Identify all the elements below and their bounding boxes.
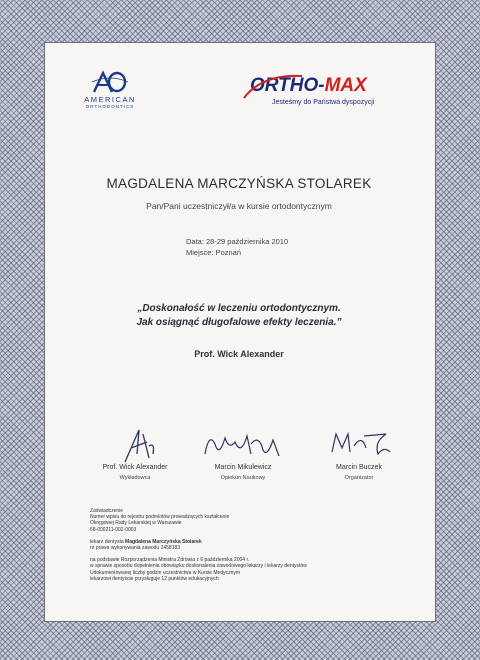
handwritten-signature <box>193 424 293 464</box>
course-title <box>44 302 434 330</box>
signatory-role: Wykładowca <box>119 475 151 481</box>
fine-line: Zaświadczenie <box>90 508 124 514</box>
ao-subtitle: ORTHODONTICS <box>85 104 135 109</box>
signature-block-lecturer <box>80 424 190 481</box>
ao-logo-icon <box>90 70 130 94</box>
signatory-name: Marcin Mikulewicz <box>214 464 272 471</box>
signatory-name: Prof. Wick Alexander <box>102 464 168 471</box>
participation-text: Pan/Pani uczestniczył/a w kursie ortodontycznym <box>146 201 332 211</box>
fine-recipient: Magdalena Marczyńska Stolarek <box>125 538 202 545</box>
fine-line: nr prawa wykonywania zawodu 2458183 <box>90 545 181 552</box>
ortho-max-logo <box>250 76 410 106</box>
fine-line: w sprawie sposobu dopełnienia obowiązku doskonalenia zawodowego lekarzy i lekarzy dentystów <box>90 563 307 570</box>
handwritten-signature <box>314 424 404 464</box>
ortho-text: ORTHO- <box>250 75 325 96</box>
fine-line: Udokumentowanej liczby godzin uczestnictwa w Kursie Medycznym <box>90 569 241 576</box>
signature-block-organizer <box>304 424 414 481</box>
signature-block-supervisor <box>188 424 298 481</box>
lecturer-name: Prof. Wick Alexander <box>194 349 284 359</box>
course-place: Miejsce: Poznań <box>186 248 242 257</box>
swoosh-icon <box>242 72 412 102</box>
fine-line: lekarzowi dentyście przysługuje 12 punktów edukacyjnych <box>90 575 219 582</box>
handwritten-signature <box>95 424 175 464</box>
signatory-role: Organizator <box>344 475 374 481</box>
fine-line: Okręgowej Rady Lekarskiej w Warszawie <box>90 520 182 527</box>
course-title-line1: „Doskonałość w leczeniu ortodontycznym. <box>137 303 341 314</box>
course-date: Data: 28-29 października 2010 <box>186 237 289 246</box>
fine-line: na podstawie Rozporządzenia Ministra Zdrowia z 6 października 2004 r. <box>90 557 250 564</box>
american-orthodontics-logo <box>65 70 155 109</box>
recipient-name: MAGDALENA MARCZYŃSKA STOLAREK <box>106 176 372 191</box>
fine-prefix: lekarz dentysta <box>90 538 126 545</box>
signatory-role: Opiekun Naukowy <box>220 475 266 481</box>
date-place-block <box>186 236 288 258</box>
ortho-max-tagline: Jesteśmy do Państwa dyspozycji <box>272 99 375 106</box>
fine-line: 68-000211-002-0003 <box>90 526 137 533</box>
ao-wordmark: AMERICAN <box>84 95 136 104</box>
max-text: MAX <box>324 75 367 96</box>
fine-line: Numer wpisu do rejestru podmiotów prowadzących kształcenie <box>90 514 230 521</box>
signatory-name: Marcin Buczek <box>336 464 382 471</box>
course-title-line2: Jak osiągnąć długofalowe efekty leczenia.” <box>136 317 342 328</box>
fine-print <box>90 508 390 582</box>
